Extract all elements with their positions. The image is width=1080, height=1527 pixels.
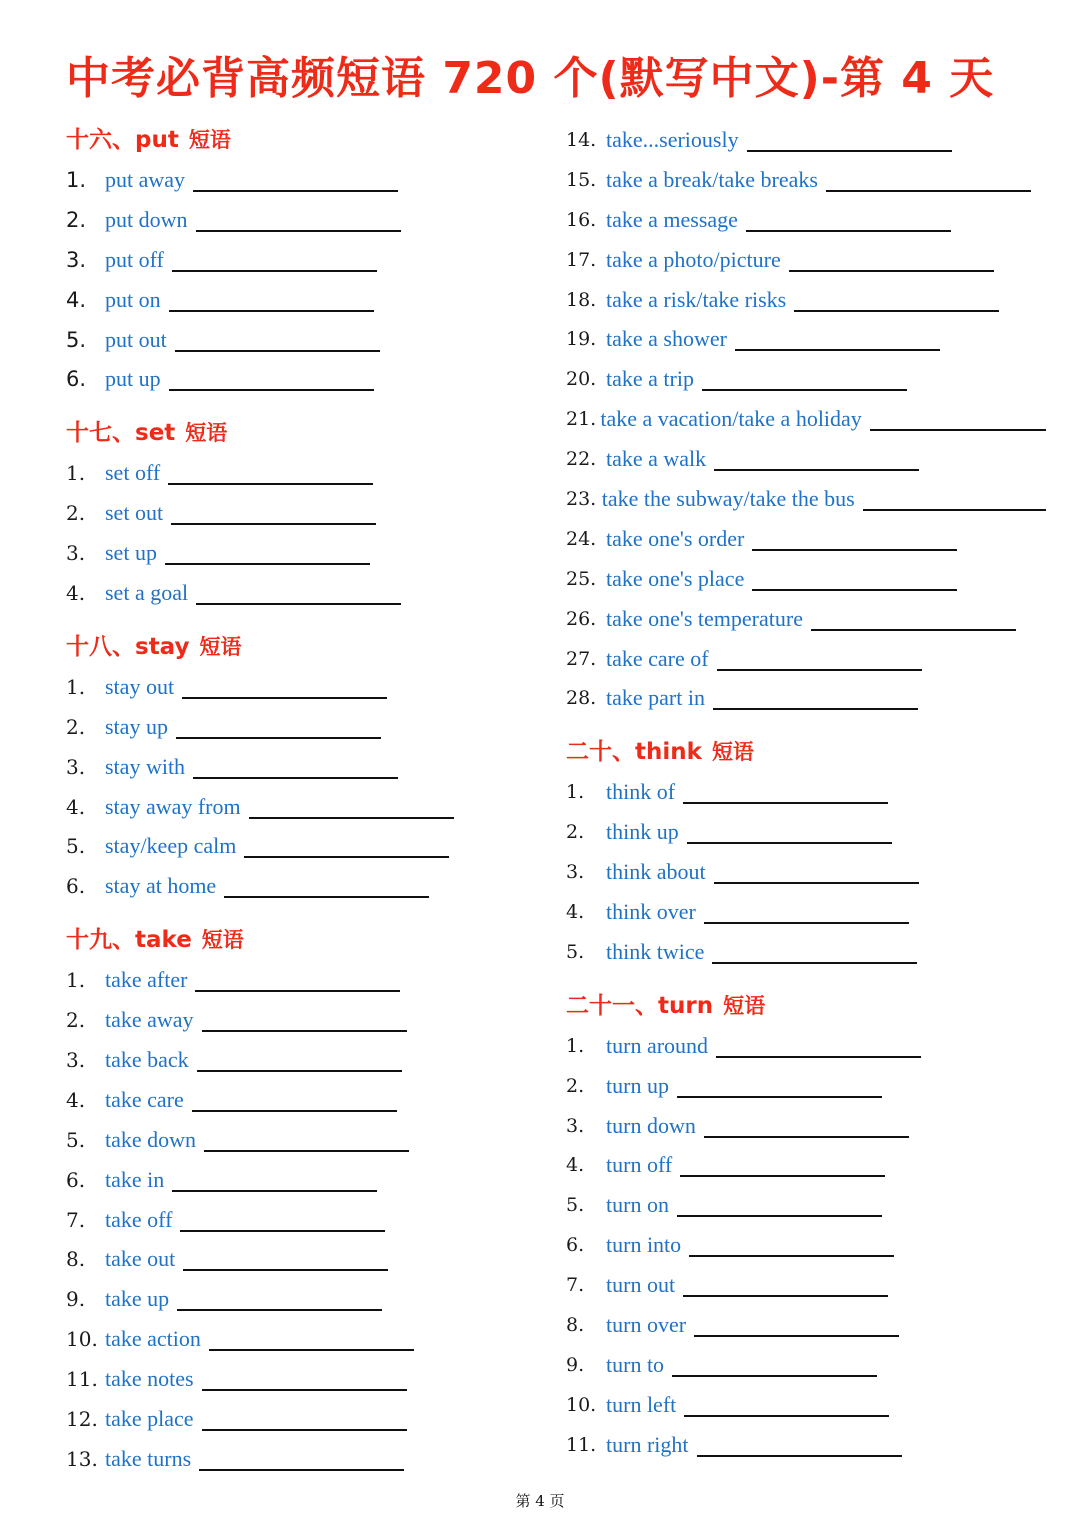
section-heading — [66, 120, 536, 160]
phrase-text: take one's place — [606, 565, 745, 591]
answer-blank[interactable] — [182, 675, 387, 699]
phrase-text: think of — [606, 779, 676, 805]
phrase-row — [566, 1385, 1046, 1425]
item-number: 1. — [66, 461, 86, 486]
phrase-text: take a photo/picture — [606, 246, 781, 272]
answer-blank[interactable] — [677, 1193, 882, 1217]
item-number: 6. — [66, 1167, 86, 1192]
phrase-text: stay at home — [105, 873, 217, 899]
phrase-row — [566, 812, 1046, 852]
phrase-text: turn around — [606, 1032, 709, 1058]
phrase-text: stay with — [105, 753, 186, 779]
answer-blank[interactable] — [794, 288, 999, 312]
answer-blank[interactable] — [224, 874, 429, 898]
phrase-text: set a goal — [105, 579, 189, 605]
answer-blank[interactable] — [192, 1088, 397, 1112]
answer-blank[interactable] — [747, 128, 952, 152]
answer-blank[interactable] — [752, 567, 957, 591]
section-heading — [66, 627, 536, 667]
phrase-row — [566, 1185, 1046, 1225]
phrase-row — [66, 1080, 536, 1120]
phrase-row — [66, 1359, 536, 1399]
answer-blank[interactable] — [684, 1393, 889, 1417]
item-number: 6. — [66, 874, 86, 899]
item-number: 6. — [566, 1234, 585, 1257]
answer-blank[interactable] — [202, 1008, 407, 1032]
answer-blank[interactable] — [169, 288, 374, 312]
item-number: 8. — [66, 1247, 86, 1272]
answer-blank[interactable] — [870, 407, 1046, 431]
phrase-row — [66, 160, 536, 200]
answer-blank[interactable] — [714, 447, 919, 471]
phrase-text: take back — [105, 1046, 189, 1072]
phrase-text: take away — [105, 1007, 194, 1033]
phrase-row — [66, 1279, 536, 1319]
phrase-section — [566, 732, 1046, 971]
item-number: 2. — [66, 1008, 86, 1033]
answer-blank[interactable] — [177, 1287, 382, 1311]
item-number: 10. — [66, 1327, 98, 1352]
phrase-text: turn over — [606, 1311, 687, 1337]
phrase-row — [566, 200, 1046, 240]
phrase-text: take down — [105, 1126, 197, 1152]
phrase-text: take out — [105, 1246, 176, 1272]
phrase-row — [66, 667, 536, 707]
phrase-row — [566, 678, 1046, 718]
answer-blank[interactable] — [202, 1407, 407, 1431]
section-heading — [566, 732, 1046, 772]
section-heading-suffix: 短语 — [711, 740, 754, 765]
answer-blank[interactable] — [176, 715, 381, 739]
item-number: 2. — [66, 501, 86, 526]
phrase-row — [66, 866, 536, 906]
phrase-row — [566, 359, 1046, 399]
phrase-row — [566, 1305, 1046, 1345]
phrase-section — [66, 120, 536, 399]
item-number: 7. — [66, 1207, 86, 1232]
item-number: 1. — [66, 674, 86, 699]
item-number: 4. — [66, 580, 86, 605]
section-heading-suffix: 短语 — [188, 128, 231, 152]
answer-blank[interactable] — [244, 834, 449, 858]
phrase-text: think over — [606, 898, 696, 924]
item-number: 6. — [66, 367, 87, 392]
phrase-text: take notes — [105, 1366, 194, 1392]
phrase-text: take one's temperature — [606, 605, 803, 631]
answer-blank[interactable] — [193, 168, 398, 192]
item-number: 2. — [66, 714, 86, 739]
phrase-row — [66, 787, 536, 827]
phrase-row — [566, 639, 1046, 679]
item-number: 14. — [566, 128, 597, 151]
phrase-text: take care — [105, 1086, 184, 1112]
answer-blank[interactable] — [826, 168, 1031, 192]
section-heading-title: 十九、take — [66, 927, 192, 954]
phrase-row — [66, 573, 536, 613]
section-heading-suffix: 短语 — [201, 928, 244, 953]
item-number: 7. — [566, 1274, 585, 1297]
item-number: 3. — [566, 1114, 585, 1137]
page-footer: 第 4 页 — [515, 1492, 565, 1510]
item-number: 24. — [566, 527, 597, 550]
phrase-row — [66, 1040, 536, 1080]
phrase-row — [566, 280, 1046, 320]
phrase-text: turn out — [606, 1272, 676, 1298]
phrase-text: turn into — [606, 1232, 682, 1258]
phrase-row — [66, 493, 536, 533]
answer-blank[interactable] — [735, 327, 940, 351]
answer-blank[interactable] — [687, 820, 892, 844]
phrase-row — [566, 519, 1046, 559]
item-number: 28. — [566, 687, 597, 710]
item-number: 5. — [566, 1194, 585, 1217]
item-number: 20. — [566, 368, 597, 391]
phrase-row — [566, 1265, 1046, 1305]
section-heading-title: 二十一、turn — [566, 992, 714, 1019]
phrase-text: turn to — [606, 1351, 665, 1377]
item-number: 3. — [66, 754, 86, 779]
section-heading-title: 二十、think — [566, 739, 702, 766]
item-number: 4. — [66, 794, 86, 819]
item-number: 15. — [566, 168, 597, 191]
left-column — [66, 120, 536, 1479]
section-heading-suffix: 短语 — [185, 421, 228, 446]
answer-blank[interactable] — [169, 367, 374, 391]
answer-blank[interactable] — [752, 527, 957, 551]
answer-blank[interactable] — [180, 1208, 385, 1232]
item-number: 8. — [566, 1313, 585, 1336]
item-number: 1. — [66, 968, 86, 993]
phrase-text: take a break/take breaks — [606, 166, 818, 192]
section-heading-title: 十六、put — [66, 127, 179, 153]
phrase-text: set off — [105, 460, 161, 486]
item-number: 4. — [566, 900, 585, 923]
section-heading — [66, 413, 536, 453]
answer-blank[interactable] — [683, 780, 888, 804]
phrase-text: put away — [105, 166, 186, 192]
section-heading-suffix: 短语 — [723, 993, 766, 1018]
item-number: 22. — [566, 448, 597, 471]
phrase-row — [66, 453, 536, 493]
item-number: 26. — [566, 607, 597, 630]
phrase-text: put on — [105, 286, 161, 312]
phrase-text: think up — [606, 819, 679, 845]
phrase-text: take a risk/take risks — [606, 286, 787, 312]
item-number: 5. — [66, 327, 87, 352]
phrase-row — [566, 1066, 1046, 1106]
phrase-section — [566, 120, 1046, 718]
answer-blank[interactable] — [183, 1247, 388, 1271]
answer-blank[interactable] — [746, 208, 951, 232]
answer-blank[interactable] — [249, 795, 454, 819]
phrase-text: stay/keep calm — [105, 833, 237, 859]
answer-blank[interactable] — [863, 487, 1046, 511]
phrase-text: take off — [105, 1206, 173, 1232]
phrase-text: take a message — [606, 206, 738, 232]
item-number: 2. — [566, 821, 585, 844]
answer-blank[interactable] — [716, 1034, 921, 1058]
phrase-text: take action — [105, 1326, 201, 1352]
answer-blank[interactable] — [713, 686, 918, 710]
phrase-text: turn right — [606, 1431, 689, 1457]
answer-blank[interactable] — [702, 367, 907, 391]
phrase-row — [566, 892, 1046, 932]
phrase-row — [566, 479, 1046, 519]
answer-blank[interactable] — [204, 1128, 409, 1152]
item-number: 4. — [66, 287, 87, 312]
item-number: 19. — [566, 328, 597, 351]
section-heading — [566, 986, 1046, 1026]
item-number: 23. — [566, 487, 597, 510]
item-number: 11. — [66, 1367, 98, 1392]
item-number: 3. — [566, 861, 585, 884]
phrase-section — [66, 920, 536, 1479]
phrase-text: take a vacation/take a holiday — [600, 406, 862, 432]
phrase-text: put out — [105, 326, 167, 352]
phrase-text: set up — [105, 540, 157, 566]
phrase-row — [566, 160, 1046, 200]
phrase-row — [566, 1106, 1046, 1146]
answer-blank[interactable] — [811, 607, 1016, 631]
answer-blank[interactable] — [680, 1153, 885, 1177]
item-number: 3. — [66, 247, 87, 272]
phrase-text: turn left — [606, 1391, 677, 1417]
phrase-row — [566, 932, 1046, 972]
answer-blank[interactable] — [199, 1447, 404, 1471]
item-number: 2. — [566, 1074, 585, 1097]
phrase-row — [566, 240, 1046, 280]
item-number: 9. — [566, 1353, 585, 1376]
item-number: 27. — [566, 647, 597, 670]
phrase-text: put off — [105, 246, 164, 272]
answer-blank[interactable] — [704, 900, 909, 924]
phrase-text: take turns — [105, 1445, 192, 1471]
phrase-row — [566, 1425, 1046, 1465]
answer-blank[interactable] — [717, 647, 922, 671]
section-heading-title: 十八、stay — [66, 633, 190, 660]
answer-blank[interactable] — [712, 940, 917, 964]
item-number: 4. — [566, 1154, 585, 1177]
phrase-section — [566, 986, 1046, 1465]
phrase-text: turn up — [606, 1072, 669, 1098]
phrase-text: take one's order — [606, 525, 745, 551]
item-number: 17. — [566, 248, 597, 271]
phrase-row — [566, 599, 1046, 639]
phrase-row — [66, 1239, 536, 1279]
answer-blank[interactable] — [677, 1074, 882, 1098]
phrase-text: take care of — [606, 645, 709, 671]
phrase-text: put up — [105, 366, 161, 392]
item-number: 3. — [66, 1047, 86, 1072]
phrase-row — [66, 533, 536, 573]
answer-blank[interactable] — [704, 1114, 909, 1138]
page-title: 中考必背高频短语 720 个(默写中文)-第 4 天 — [66, 53, 995, 104]
phrase-text: take...seriously — [606, 126, 739, 152]
answer-blank[interactable] — [168, 461, 373, 485]
phrase-row — [66, 1120, 536, 1160]
phrase-text: turn off — [606, 1152, 673, 1178]
phrase-row — [66, 960, 536, 1000]
item-number: 9. — [66, 1287, 86, 1312]
phrase-section — [66, 413, 536, 613]
answer-blank[interactable] — [196, 208, 401, 232]
answer-blank[interactable] — [202, 1367, 407, 1391]
item-number: 18. — [566, 288, 597, 311]
answer-blank[interactable] — [672, 1353, 877, 1377]
phrase-text: take a trip — [606, 366, 694, 392]
item-number: 21. — [566, 408, 597, 431]
item-number: 16. — [566, 208, 597, 231]
phrase-row — [566, 120, 1046, 160]
answer-blank[interactable] — [697, 1433, 902, 1457]
phrase-text: take up — [105, 1286, 170, 1312]
phrase-text: take in — [105, 1166, 165, 1192]
answer-blank[interactable] — [683, 1273, 888, 1297]
phrase-row — [566, 559, 1046, 599]
answer-blank[interactable] — [172, 1168, 377, 1192]
item-number: 13. — [66, 1446, 98, 1471]
phrase-row — [66, 280, 536, 320]
phrase-row — [66, 359, 536, 399]
phrase-text: turn down — [606, 1112, 696, 1138]
item-number: 4. — [66, 1087, 86, 1112]
item-number: 5. — [66, 1127, 86, 1152]
answer-blank[interactable] — [175, 328, 380, 352]
answer-blank[interactable] — [789, 248, 994, 272]
phrase-row — [66, 747, 536, 787]
phrase-row — [566, 439, 1046, 479]
item-number: 12. — [66, 1406, 98, 1431]
item-number: 1. — [66, 167, 87, 192]
phrase-text: turn on — [606, 1192, 669, 1218]
section-heading-title: 十七、set — [66, 420, 176, 447]
phrase-section — [66, 627, 536, 906]
item-number: 1. — [566, 781, 585, 804]
phrase-row — [66, 1439, 536, 1479]
phrase-text: set out — [105, 500, 164, 526]
item-number: 3. — [66, 541, 86, 566]
item-number: 25. — [566, 567, 597, 590]
phrase-row — [66, 1000, 536, 1040]
phrase-text: take place — [105, 1405, 194, 1431]
item-number: 10. — [566, 1393, 597, 1416]
answer-blank[interactable] — [165, 541, 370, 565]
phrase-row — [566, 1225, 1046, 1265]
item-number: 5. — [66, 834, 86, 859]
phrase-row — [566, 772, 1046, 812]
phrase-text: take after — [105, 967, 188, 993]
answer-blank[interactable] — [172, 248, 377, 272]
right-column — [566, 120, 1046, 1465]
phrase-text: take the subway/take the bus — [601, 485, 855, 511]
answer-blank[interactable] — [209, 1327, 414, 1351]
phrase-text: take a shower — [606, 326, 727, 352]
phrase-row — [66, 240, 536, 280]
answer-blank[interactable] — [694, 1313, 899, 1337]
phrase-row — [566, 399, 1046, 439]
phrase-row — [566, 1026, 1046, 1066]
phrase-row — [66, 1200, 536, 1240]
answer-blank[interactable] — [714, 860, 919, 884]
section-heading-suffix: 短语 — [199, 634, 242, 659]
phrase-row — [566, 319, 1046, 359]
answer-blank[interactable] — [195, 968, 400, 992]
item-number: 1. — [566, 1034, 585, 1057]
answer-blank[interactable] — [689, 1233, 894, 1257]
answer-blank[interactable] — [193, 755, 398, 779]
phrase-text: stay away from — [105, 793, 241, 819]
phrase-row — [566, 1145, 1046, 1185]
phrase-text: think about — [606, 859, 706, 885]
phrase-text: take a walk — [606, 446, 707, 472]
phrase-text: think twice — [606, 938, 705, 964]
phrase-row — [66, 1160, 536, 1200]
answer-blank[interactable] — [197, 1048, 402, 1072]
item-number: 5. — [566, 940, 585, 963]
phrase-row — [566, 852, 1046, 892]
item-number: 2. — [66, 207, 87, 232]
phrase-row — [66, 1399, 536, 1439]
phrase-text: stay up — [105, 713, 168, 739]
answer-blank[interactable] — [196, 581, 401, 605]
answer-blank[interactable] — [171, 501, 376, 525]
item-number: 11. — [566, 1433, 597, 1456]
phrase-row — [66, 1319, 536, 1359]
phrase-row — [66, 826, 536, 866]
phrase-text: take part in — [606, 685, 705, 711]
phrase-row — [66, 200, 536, 240]
phrase-text: put down — [105, 206, 188, 232]
phrase-row — [566, 1345, 1046, 1385]
phrase-row — [66, 320, 536, 360]
section-heading — [66, 920, 536, 960]
phrase-row — [66, 707, 536, 747]
phrase-text: stay out — [105, 673, 175, 699]
